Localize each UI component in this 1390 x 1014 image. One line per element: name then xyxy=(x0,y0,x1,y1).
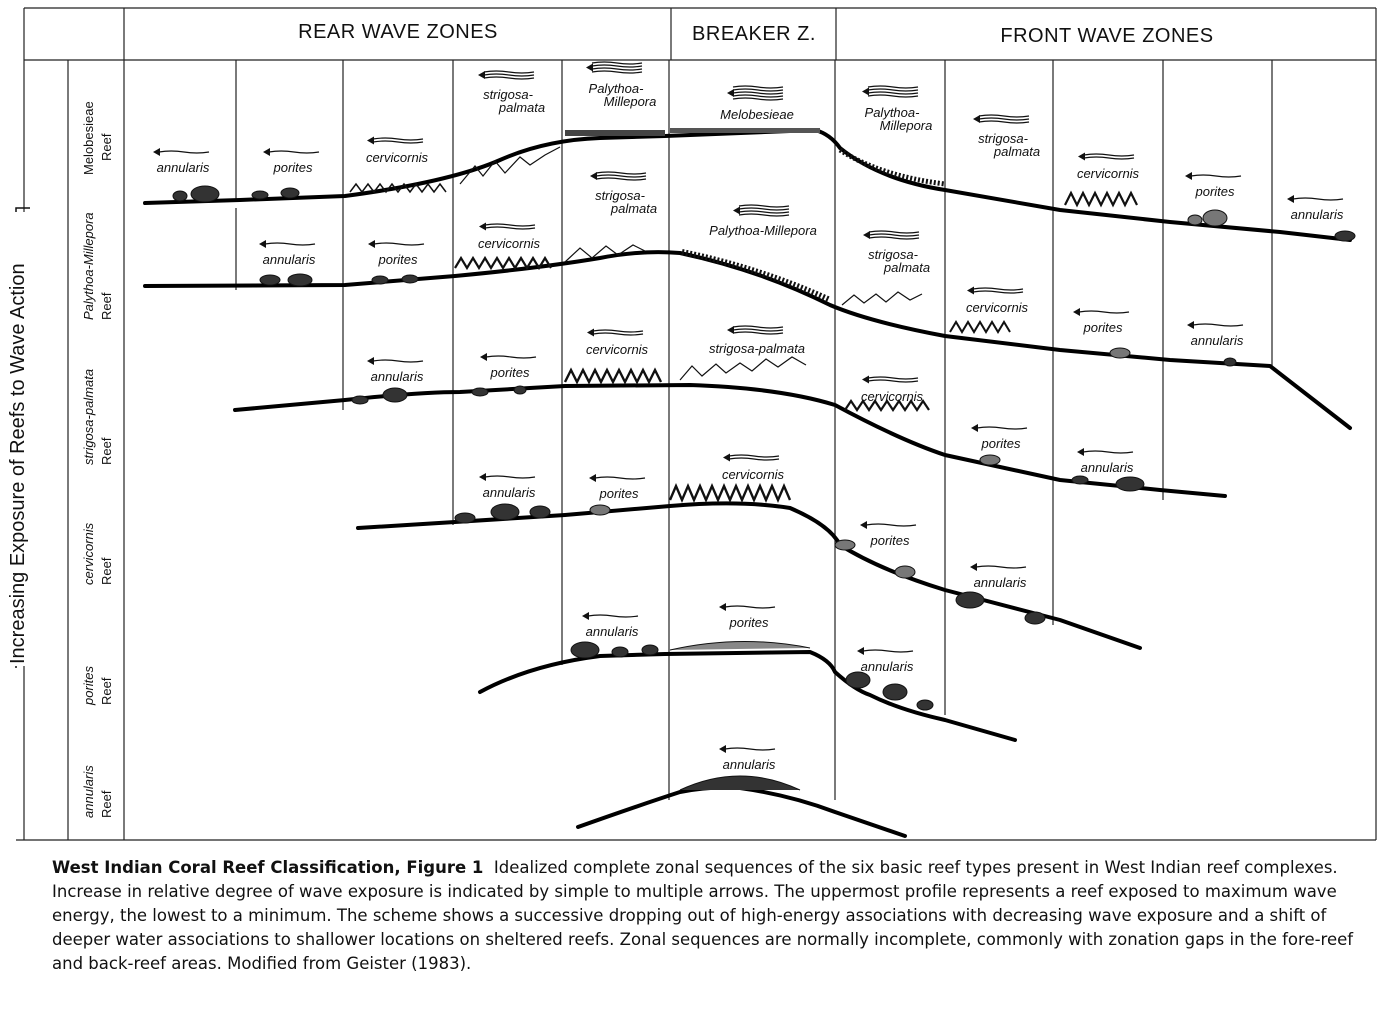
zone-label xyxy=(586,62,656,109)
wave-arrow-line xyxy=(725,748,775,750)
wave-arrow-head-icon xyxy=(1185,172,1192,180)
wave-arrow-head-icon xyxy=(479,473,486,481)
zone-label xyxy=(973,115,1040,159)
zone-label-text: strigosa-palmata xyxy=(708,341,806,356)
wave-arrow-head-icon xyxy=(1187,321,1194,329)
zone-label-text: annularis xyxy=(262,252,316,267)
row-label-name: porites xyxy=(81,665,96,705)
wave-arrow-head-icon xyxy=(863,231,870,239)
zone-label-text: cervicornis xyxy=(477,236,541,251)
zone-label xyxy=(478,71,545,115)
wave-arrow-line xyxy=(739,214,789,216)
wave-arrow-head-icon xyxy=(857,647,864,655)
wave-arrow-line xyxy=(739,205,789,207)
wave-arrow-line xyxy=(374,243,424,245)
wave-arrow-head-icon xyxy=(970,563,977,571)
zone-label-text: porites xyxy=(1083,320,1123,335)
row-label-suffix: Reef xyxy=(99,437,114,465)
zone-label-text: annularis xyxy=(1080,460,1134,475)
zone-label xyxy=(861,376,924,405)
zone-label xyxy=(862,86,932,133)
wave-arrow-head-icon xyxy=(1078,153,1085,161)
zone-label xyxy=(709,205,817,238)
zone-labels xyxy=(153,62,1344,772)
zone-label xyxy=(586,329,649,358)
wave-arrow-line xyxy=(592,65,642,67)
zone-label xyxy=(153,148,210,175)
wave-arrow-line xyxy=(733,92,783,94)
profile-annularis-reef xyxy=(578,788,905,837)
wave-arrow-line xyxy=(866,524,916,526)
zone-label xyxy=(478,223,541,252)
zone-label-text: palmata xyxy=(883,260,931,275)
zone-label-text: porites xyxy=(599,486,639,501)
wave-arrow-head-icon xyxy=(862,376,869,384)
wave-exposure-axis-label: Increasing Exposure of Reefs to Wave Action xyxy=(7,263,29,664)
wave-arrow-line xyxy=(593,333,643,335)
wave-arrow-line xyxy=(269,151,319,153)
wave-arrow-line xyxy=(973,291,1023,293)
zone-label xyxy=(966,287,1029,316)
wave-arrow-line xyxy=(588,615,638,617)
reef-row-labels xyxy=(81,101,114,818)
wave-arrow-line xyxy=(733,329,783,331)
wave-arrow-head-icon xyxy=(367,357,374,365)
zone-label-text: annularis xyxy=(370,369,424,384)
wave-arrow-line xyxy=(868,92,918,94)
wave-arrow-head-icon xyxy=(733,207,740,215)
zone-label-text: palmata xyxy=(610,201,658,216)
zone-label-text: Palythoa- xyxy=(864,105,920,120)
wave-arrow-head-icon xyxy=(263,148,270,156)
wave-arrow-head-icon xyxy=(590,172,597,180)
wave-arrow-head-icon xyxy=(587,329,594,337)
wave-arrow-head-icon xyxy=(860,521,867,529)
zone-label-text: porites xyxy=(981,436,1021,451)
zone-label xyxy=(1073,308,1129,335)
wave-exposure-axis xyxy=(6,208,30,668)
wave-arrow-head-icon xyxy=(367,137,374,145)
wave-arrow-head-icon xyxy=(478,71,485,79)
wave-arrow-line xyxy=(596,175,646,177)
wave-arrow-line xyxy=(733,89,783,91)
row-label-suffix: Reef xyxy=(99,677,114,705)
wave-arrow-line xyxy=(486,356,536,358)
zone-label-text: cervicornis xyxy=(965,300,1029,315)
row-label-name: strigosa-palmata xyxy=(81,368,96,465)
zone-label xyxy=(720,86,794,122)
wave-arrow-head-icon xyxy=(1077,448,1084,456)
row-label-suffix: Reef xyxy=(99,557,114,585)
wave-arrow-head-icon xyxy=(1287,195,1294,203)
row-label-suffix: Reef xyxy=(99,292,114,320)
row-label-name: annularis xyxy=(81,765,96,818)
zone-label xyxy=(367,357,424,384)
zone-label-text: cervicornis xyxy=(365,150,429,165)
zone-label xyxy=(719,745,776,772)
zone-label-text: cervicornis xyxy=(721,467,785,482)
zone-label-text: cervicornis xyxy=(1076,166,1140,181)
wave-arrow-line xyxy=(596,172,646,174)
wave-arrow-line xyxy=(485,224,535,226)
wave-arrow-head-icon xyxy=(582,612,589,620)
wave-arrow-line xyxy=(595,477,645,479)
wave-arrow-line xyxy=(373,138,423,140)
wave-arrow-line xyxy=(869,234,919,236)
wave-arrow-line xyxy=(484,77,534,79)
wave-arrow-line xyxy=(725,606,775,608)
wave-arrow-line xyxy=(979,121,1029,123)
wave-arrow-head-icon xyxy=(589,474,596,482)
zone-label xyxy=(971,424,1027,451)
zone-label-text: cervicornis xyxy=(860,389,924,404)
zone-label-text: Millepora xyxy=(879,118,933,133)
wave-arrow-line xyxy=(265,243,315,245)
wave-arrow-head-icon xyxy=(368,240,375,248)
zone-label xyxy=(263,148,319,175)
zone-label-text: strigosa- xyxy=(978,131,1028,146)
wave-arrow-head-icon xyxy=(586,64,593,72)
wave-arrow-line xyxy=(869,237,919,239)
zone-label-text: annularis xyxy=(1190,333,1244,348)
wave-arrow-line xyxy=(1084,154,1134,156)
zone-label-text: Palythoa-Millepora xyxy=(709,223,817,238)
wave-arrow-line xyxy=(484,74,534,76)
wave-arrow-head-icon xyxy=(719,603,726,611)
zone-label xyxy=(589,474,645,501)
wave-arrow-line xyxy=(1079,311,1129,313)
zone-label xyxy=(722,454,785,483)
zone-label xyxy=(590,172,657,216)
wave-arrow-line xyxy=(373,141,423,143)
wave-arrow-head-icon xyxy=(727,89,734,97)
zone-label xyxy=(1077,153,1140,182)
zone-label-text: porites xyxy=(378,252,418,267)
zone-label-text: strigosa- xyxy=(868,247,918,262)
wave-arrow-head-icon xyxy=(727,326,734,334)
zone-label-text: annularis xyxy=(482,485,536,500)
zone-label xyxy=(857,647,914,674)
wave-arrow-line xyxy=(485,476,535,478)
wave-arrow-line xyxy=(868,377,918,379)
row-label-name: Melobesieae xyxy=(81,101,96,175)
zone-label-text: Melobesieae xyxy=(720,107,794,122)
wave-arrow-line xyxy=(863,650,913,652)
wave-arrow-line xyxy=(977,427,1027,429)
row-label-name: Palythoa-Millepora xyxy=(81,212,96,320)
zone-label xyxy=(479,473,536,500)
zone-label xyxy=(582,612,639,639)
wave-arrow-line xyxy=(979,118,1029,120)
header-front-wave-zones: FRONT WAVE ZONES xyxy=(1000,25,1214,47)
wave-arrow-line xyxy=(868,95,918,97)
zone-label-text: porites xyxy=(729,615,769,630)
header-breaker-zone: BREAKER Z. xyxy=(692,23,816,45)
wave-arrow-line xyxy=(1083,451,1133,453)
zone-label xyxy=(259,240,316,267)
row-label-suffix: Reef xyxy=(99,790,114,818)
row-label-suffix: Reef xyxy=(99,133,114,161)
wave-arrow-line xyxy=(592,68,642,70)
row-label-name: cervicornis xyxy=(81,522,96,585)
wave-arrow-line xyxy=(976,566,1026,568)
zone-label-text: strigosa- xyxy=(483,87,533,102)
zone-label-text: porites xyxy=(870,533,910,548)
zone-label-text: porites xyxy=(1195,184,1235,199)
zone-label xyxy=(366,137,429,166)
zone-label-text: Millepora xyxy=(603,94,657,109)
zone-label xyxy=(368,240,424,267)
zone-label-text: cervicornis xyxy=(585,342,649,357)
caption-text: Idealized complete zonal sequences of the six basic reef types present in West Indian reef complexes. Increase in relative degree of wave exposure is indicated by simple to multiple arrows. The uppermost profile represents a reef exposed to maximum wave energy, the lowest to a minimum. The scheme shows a successive dropping out of high-energy associations with decreasing wave exposure and a shift of deeper water associations to shallower locations on sheltered reefs. Zonal sequences are normally incomplete, commonly with zonation gaps in the fore-reef and back-reef areas. Modified from Geister (1983). xyxy=(52,858,1354,973)
wave-arrow-line xyxy=(1193,324,1243,326)
wave-arrow-line xyxy=(729,455,779,457)
zone-label xyxy=(1077,448,1134,475)
zone-label-text: annularis xyxy=(585,624,639,639)
wave-arrow-line xyxy=(869,231,919,233)
wave-arrow-line xyxy=(159,151,209,153)
zone-label xyxy=(719,603,775,630)
figure-caption xyxy=(52,856,1362,976)
wave-arrow-line xyxy=(733,86,783,88)
zone-label xyxy=(970,563,1027,590)
wave-arrow-head-icon xyxy=(971,424,978,432)
zone-label-text: porites xyxy=(490,365,530,380)
zone-label-text: strigosa- xyxy=(595,188,645,203)
wave-arrow-line xyxy=(733,332,783,334)
wave-arrow-head-icon xyxy=(723,454,730,462)
wave-arrow-line xyxy=(733,326,783,328)
wave-arrow-line xyxy=(485,227,535,229)
zone-label-text: palmata xyxy=(498,100,546,115)
zone-label xyxy=(1287,195,1344,222)
zone-label xyxy=(709,326,805,356)
caption-title: West Indian Coral Reef Classification, Figure 1 xyxy=(52,858,484,877)
zone-label-text: annularis xyxy=(860,659,914,674)
wave-arrow-line xyxy=(733,98,783,100)
wave-arrow-line xyxy=(729,458,779,460)
profile-porites-reef xyxy=(480,652,1015,740)
wave-arrow-head-icon xyxy=(480,353,487,361)
wave-arrow-line xyxy=(484,71,534,73)
wave-arrow-line xyxy=(979,115,1029,117)
wave-arrow-line xyxy=(868,380,918,382)
wave-arrow-line xyxy=(1293,198,1343,200)
zone-label-text: porites xyxy=(273,160,313,175)
wave-arrow-line xyxy=(592,62,642,64)
wave-arrow-line xyxy=(596,178,646,180)
wave-arrow-line xyxy=(868,86,918,88)
wave-arrow-line xyxy=(739,208,789,210)
header-rear-wave-zones: REAR WAVE ZONES xyxy=(298,21,498,43)
zone-label-text: annularis xyxy=(1290,207,1344,222)
wave-arrow-head-icon xyxy=(479,223,486,231)
zone-label xyxy=(1185,172,1241,199)
wave-arrow-line xyxy=(973,288,1023,290)
zone-label-text: annularis xyxy=(156,160,210,175)
wave-arrow-line xyxy=(739,211,789,213)
zone-label xyxy=(1187,321,1244,348)
zone-label-text: annularis xyxy=(973,575,1027,590)
wave-arrow-head-icon xyxy=(259,240,266,248)
zone-label xyxy=(860,521,916,548)
wave-arrow-head-icon xyxy=(973,115,980,123)
wave-arrow-line xyxy=(373,360,423,362)
wave-arrow-head-icon xyxy=(719,745,726,753)
zone-label xyxy=(480,353,536,380)
wave-arrow-head-icon xyxy=(862,88,869,96)
wave-arrow-head-icon xyxy=(967,287,974,295)
zone-label-text: Palythoa- xyxy=(588,81,644,96)
zone-label-text: palmata xyxy=(993,144,1041,159)
wave-arrow-line xyxy=(1084,157,1134,159)
wave-arrow-line xyxy=(733,95,783,97)
wave-arrow-line xyxy=(1191,175,1241,177)
zone-label xyxy=(863,231,930,275)
wave-arrow-head-icon xyxy=(153,148,160,156)
wave-arrow-line xyxy=(593,330,643,332)
wave-arrow-head-icon xyxy=(1073,308,1080,316)
wave-arrow-line xyxy=(868,89,918,91)
wave-arrow-line xyxy=(592,71,642,73)
zone-label-text: annularis xyxy=(722,757,776,772)
